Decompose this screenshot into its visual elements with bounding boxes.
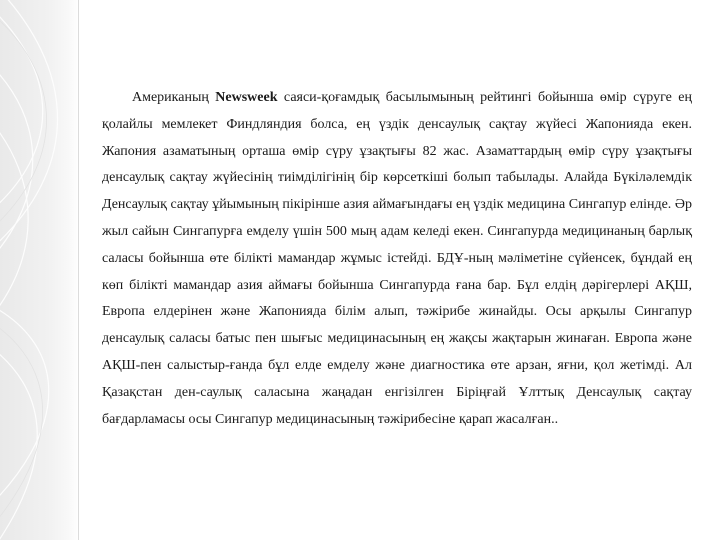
paragraph-bold-newsweek: Newsweek (215, 90, 278, 105)
paragraph-rest: саяси-қоғамдық басылымының рейтингі бойынша өмір сүруге ең қолайлы мемлекет Финдляндия болса, ең үздік денсаулық сақтау жүйесі Жапонияда екен. Жапония азаматының орташа өмір сүру ұзақтығы 82 жас. Азаматтардың өмір сүру ұзақтығы денсаулық сақтау жүйесінің тиімділігінің бір көрсеткіші болып табылады. Алайда Бүкіләлемдік Денсаулық сақтау ұйымының пікірінше азия аймағындағы ең үздік медицина Сингапур елінде. Әр жыл сайын Сингапурға емделу үшін 500 мың адам келеді екен. Сингапурда медицинаның барлық саласы бойынша өте білікті мамандар жұмыс істейді. БДҰ-ның мәліметіне сүйенсек, бұндай ең көп білікті мамандар азия аймағы бойынша Сингапурда ғана бар. Бұл елдің дәрігерлері АҚШ, Европа елдерінен және Жапонияда білім алып, тәжірибе жинайды. Осы арқылы Сингапур денсаулық саласы батыс пен шығыс медицинасының ең жақсы жақтарын жинаған. Европа және АҚШ-пен салыстыр-ғанда бұл елде емделу және диагностика өте арзан, яғни, қол жетімді. Ал Қазақстан ден-саулық саласына жаңадан енгізілген Біріңғай Ұлттық Денсаулық сақтау бағдарламасы осы Сингапур медицинасының тәжірибесіне қарап жасалған.. (102, 90, 692, 427)
paragraph-lead: Американың (132, 90, 216, 105)
swirl-ornament-icon (0, 0, 80, 540)
body-paragraph (102, 85, 692, 433)
band-divider (78, 0, 79, 540)
